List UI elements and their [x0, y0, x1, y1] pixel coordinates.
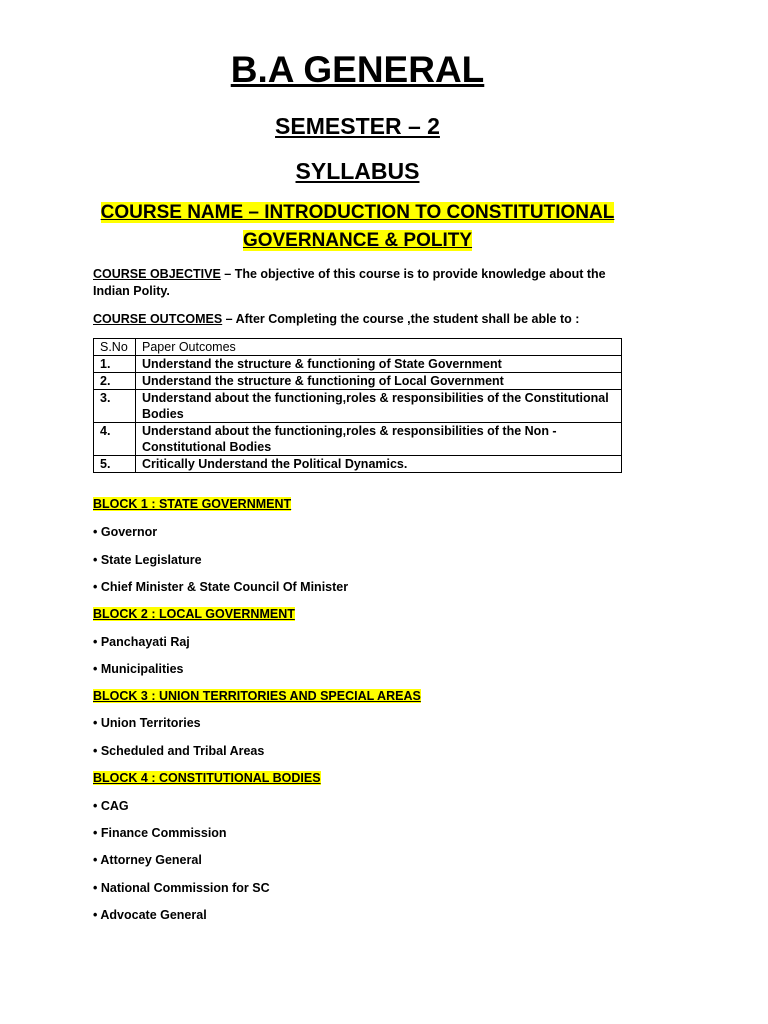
block-4-heading	[93, 770, 321, 786]
course-outcomes-label: COURSE OUTCOMES	[93, 312, 223, 326]
course-name-text: COURSE NAME – INTRODUCTION TO CONSTITUTIONAL GOVERNANCE & POLITY	[100, 202, 615, 251]
list-item: • Chief Minister & State Council Of Minister	[93, 580, 349, 594]
list-item: • Scheduled and Tribal Areas	[93, 744, 265, 758]
course-objective	[93, 266, 633, 300]
list-item: • Finance Commission	[93, 826, 227, 840]
block-1-heading	[93, 496, 291, 512]
block-2-heading	[93, 606, 295, 622]
block-3-heading	[93, 688, 421, 704]
table-header-row	[94, 339, 622, 356]
row-outcome: Understand the structure & functioning of Local Government	[136, 373, 622, 390]
course-name-heading	[90, 199, 625, 255]
table-row	[94, 456, 622, 473]
list-item: • National Commission for SC	[93, 881, 270, 895]
course-outcomes-text: – After Completing the course ,the student shall be able to :	[222, 312, 580, 326]
list-item: • Governor	[93, 525, 158, 539]
course-objective-label: COURSE OBJECTIVE	[93, 267, 221, 281]
row-outcome: Understand about the functioning,roles & responsibilities of the Constitutional Bodies	[136, 390, 622, 423]
list-item: • Municipalities	[93, 662, 184, 676]
table-row	[94, 373, 622, 390]
syllabus-heading: SYLLABUS	[295, 158, 420, 184]
semester-heading: SEMESTER – 2	[275, 113, 440, 139]
page-title: B.A GENERAL	[230, 49, 485, 90]
block-1-title: BLOCK 1 : STATE GOVERNMENT	[93, 497, 292, 511]
block-3-title: BLOCK 3 : UNION TERRITORIES AND SPECIAL AREAS	[93, 689, 421, 703]
header-sno: S.No	[94, 339, 136, 356]
row-outcome: Critically Understand the Political Dynamics.	[136, 456, 622, 473]
header-paper-outcomes: Paper Outcomes	[136, 339, 622, 356]
row-outcome: Understand the structure & functioning of State Government	[136, 356, 622, 373]
block-4-title: BLOCK 4 : CONSTITUTIONAL BODIES	[93, 771, 321, 785]
row-outcome: Understand about the functioning,roles & responsibilities of the Non - Constitutional Bodies	[136, 423, 622, 456]
row-sno: 2.	[94, 373, 136, 390]
table-row	[94, 390, 622, 423]
list-item: • CAG	[93, 799, 129, 813]
list-item: • Advocate General	[93, 908, 207, 922]
row-sno: 1.	[94, 356, 136, 373]
table-row	[94, 423, 622, 456]
list-item: • Attorney General	[93, 853, 202, 867]
course-objective-text: – The objective of this course is to provide knowledge about the Indian Polity.	[93, 267, 606, 298]
row-sno: 4.	[94, 423, 136, 456]
block-2-title: BLOCK 2 : LOCAL GOVERNMENT	[93, 607, 295, 621]
list-item: • Union Territories	[93, 716, 201, 730]
row-sno: 3.	[94, 390, 136, 423]
row-sno: 5.	[94, 456, 136, 473]
course-outcomes	[93, 311, 633, 328]
list-item: • Panchayati Raj	[93, 635, 190, 649]
outcomes-table	[93, 338, 622, 473]
list-item: • State Legislature	[93, 553, 202, 567]
table-row	[94, 356, 622, 373]
